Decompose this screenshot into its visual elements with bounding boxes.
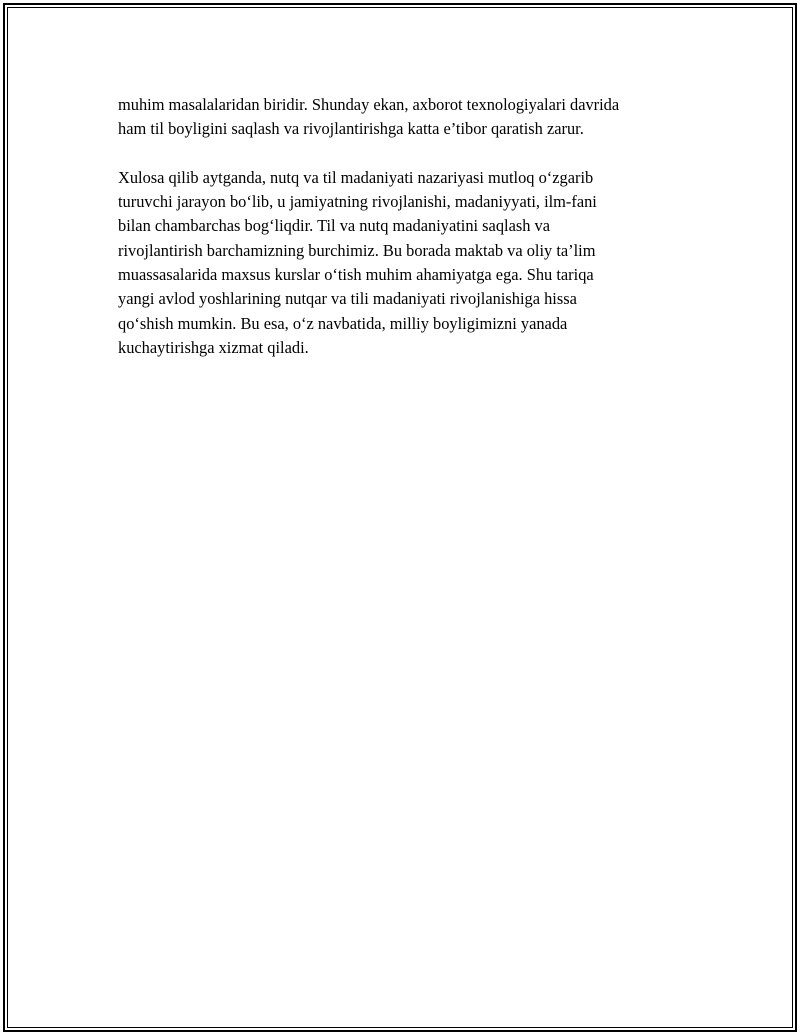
document-body <box>118 93 698 360</box>
text-line: muhim masalalaridan biridir. Shunday ekan, axborot texnologiyalari davrida <box>118 95 620 114</box>
paragraph-1 <box>118 93 698 142</box>
text-line: turuvchi jarayon bo‘lib, u jamiyatning rivojlanishi, madaniyyati, ilm-fani <box>118 192 597 212</box>
text-line: bilan chambarchas bog‘liqdir. Til va nutq madaniyatini saqlash va <box>118 216 550 236</box>
text-line: qo‘shish mumkin. Bu esa, o‘z navbatida, milliy boyligimizni yanada <box>118 313 568 333</box>
text-line: yangi avlod yoshlarining nutqar va tili madaniyati rivojlanishiga hissa <box>118 289 577 309</box>
text-line: ham til boyligini saqlash va rivojlantirishga katta e’tibor qaratish zarur. <box>118 119 584 139</box>
text-line: muassasalarida maxsus kurslar o‘tish muhim ahamiyatga ega. Shu tariqa <box>118 265 594 285</box>
paragraph-2 <box>118 166 698 360</box>
text-line: rivojlantirish barchamizning burchimiz. Bu borada maktab va oliy ta’lim <box>118 240 596 260</box>
text-line: kuchaytirishga xizmat qiladi. <box>118 337 309 357</box>
text-line: Xulosa qilib aytganda, nutq va til madaniyati nazariyasi mutloq o‘zgarib <box>118 167 594 187</box>
